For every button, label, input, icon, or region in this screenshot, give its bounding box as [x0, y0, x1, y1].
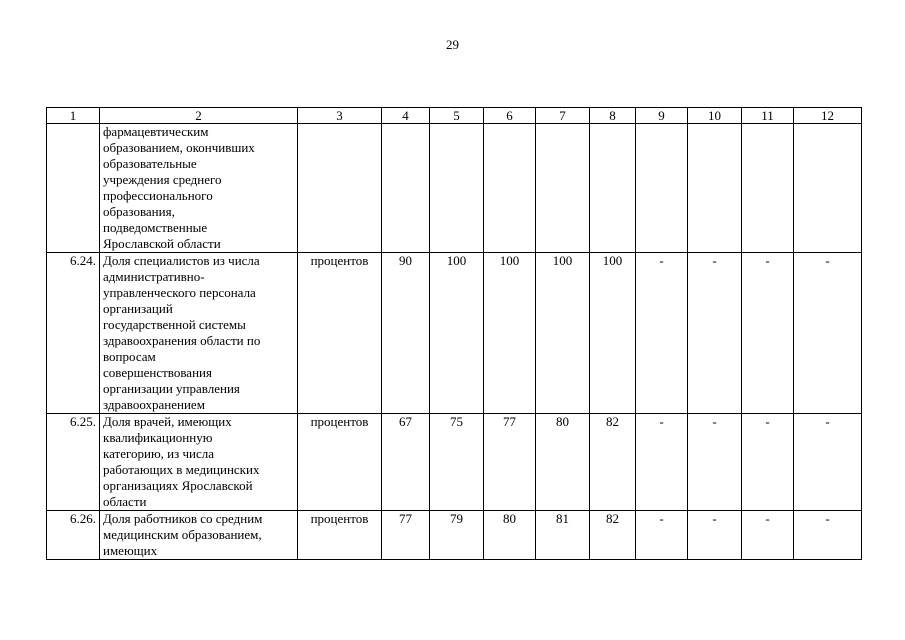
indicator-line: области — [103, 494, 147, 509]
indicator-line: государственной системы — [103, 317, 246, 332]
indicator-line: совершенствования — [103, 365, 212, 380]
value-cell: - — [794, 253, 862, 414]
value-cell: 77 — [382, 511, 430, 560]
value-cell: - — [794, 414, 862, 511]
value-cell: 77 — [484, 414, 536, 511]
value-cell: - — [636, 414, 688, 511]
indicator-line: работающих в медицинских — [103, 462, 260, 477]
column-header: 11 — [742, 108, 794, 124]
indicator-line: образованием, окончивших — [103, 140, 255, 155]
unit-cell: процентов — [298, 414, 382, 511]
unit-cell: процентов — [298, 253, 382, 414]
value-cell: - — [794, 511, 862, 560]
indicator-line: медицинским образованием, — [103, 527, 262, 542]
page-number: 29 — [446, 37, 459, 52]
value-cell: 100 — [536, 253, 590, 414]
value-cell: 100 — [430, 253, 484, 414]
value-cell: 67 — [382, 414, 430, 511]
value-cell: - — [742, 253, 794, 414]
indicator-line: организациях Ярославской — [103, 478, 253, 493]
table-row — [47, 414, 862, 511]
column-header: 5 — [430, 108, 484, 124]
row-number: 6.24. — [47, 253, 100, 414]
column-header: 4 — [382, 108, 430, 124]
indicator-line: административно- — [103, 269, 205, 284]
indicator-line: профессионального — [103, 188, 213, 203]
indicator-line: организации управления — [103, 381, 240, 396]
value-cell: - — [688, 511, 742, 560]
column-header: 12 — [794, 108, 862, 124]
indicator-name — [100, 511, 298, 560]
value-cell — [794, 124, 862, 253]
unit-cell — [298, 124, 382, 253]
table-row — [47, 511, 862, 560]
table-row — [47, 253, 862, 414]
value-cell: - — [636, 253, 688, 414]
indicator-line: Доля врачей, имеющих — [103, 414, 232, 429]
indicator-line: вопросам — [103, 349, 156, 364]
indicator-line: организаций — [103, 301, 173, 316]
value-cell: 82 — [590, 511, 636, 560]
value-cell: 90 — [382, 253, 430, 414]
indicator-name — [100, 414, 298, 511]
column-header: 7 — [536, 108, 590, 124]
value-cell — [688, 124, 742, 253]
column-header: 2 — [100, 108, 298, 124]
indicator-line: Ярославской области — [103, 236, 221, 251]
value-cell — [382, 124, 430, 253]
value-cell: 100 — [484, 253, 536, 414]
indicator-line: образовательные — [103, 156, 197, 171]
column-header: 3 — [298, 108, 382, 124]
value-cell: 82 — [590, 414, 636, 511]
value-cell: - — [742, 414, 794, 511]
value-cell: 100 — [590, 253, 636, 414]
column-header: 9 — [636, 108, 688, 124]
row-number: 6.26. — [47, 511, 100, 560]
value-cell: 81 — [536, 511, 590, 560]
row-number — [47, 124, 100, 253]
row-number: 6.25. — [47, 414, 100, 511]
value-cell: - — [636, 511, 688, 560]
value-cell — [430, 124, 484, 253]
column-header: 1 — [47, 108, 100, 124]
indicator-line: Доля специалистов из числа — [103, 253, 260, 268]
indicator-name — [100, 253, 298, 414]
value-cell — [742, 124, 794, 253]
value-cell: - — [688, 414, 742, 511]
value-cell — [636, 124, 688, 253]
column-header: 10 — [688, 108, 742, 124]
indicator-line: фармацевтическим — [103, 124, 209, 139]
indicator-line: имеющих — [103, 543, 158, 558]
indicator-line: Доля работников со средним — [103, 511, 263, 526]
indicator-line: подведомственные — [103, 220, 208, 235]
indicator-line: образования, — [103, 204, 175, 219]
indicator-line: управленческого персонала — [103, 285, 256, 300]
unit-cell: процентов — [298, 511, 382, 560]
indicator-line: категорию, из числа — [103, 446, 215, 461]
column-header: 8 — [590, 108, 636, 124]
table-row — [47, 124, 862, 253]
value-cell — [484, 124, 536, 253]
value-cell: - — [742, 511, 794, 560]
indicator-line: здравоохранения области по — [103, 333, 261, 348]
value-cell — [590, 124, 636, 253]
value-cell: 80 — [536, 414, 590, 511]
indicator-line: здравоохранением — [103, 397, 205, 412]
value-cell — [536, 124, 590, 253]
value-cell: - — [688, 253, 742, 414]
value-cell: 80 — [484, 511, 536, 560]
indicators-table — [46, 107, 862, 560]
indicator-line: квалификационную — [103, 430, 213, 445]
value-cell: 75 — [430, 414, 484, 511]
indicator-name — [100, 124, 298, 253]
value-cell: 79 — [430, 511, 484, 560]
column-number-row — [47, 108, 862, 124]
indicator-line: учреждения среднего — [103, 172, 222, 187]
column-header: 6 — [484, 108, 536, 124]
